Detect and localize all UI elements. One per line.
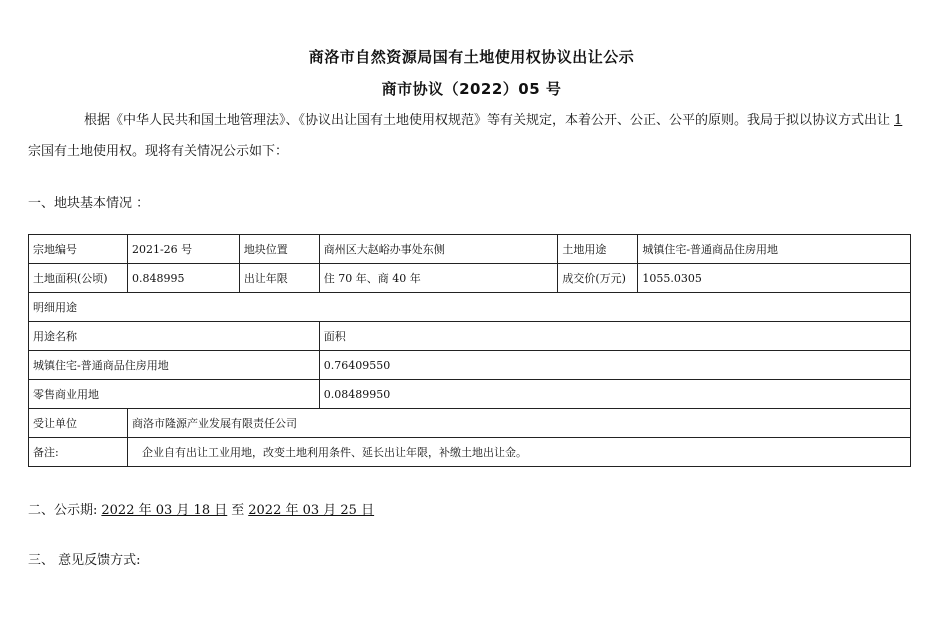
table-row bbox=[29, 438, 911, 467]
remark-label: 备注: bbox=[29, 438, 128, 467]
usage-area: 0.76409550 bbox=[319, 351, 910, 380]
land-use-label: 土地用途 bbox=[558, 235, 638, 264]
table-row bbox=[29, 322, 911, 351]
table-row bbox=[29, 264, 911, 293]
usage-name: 城镇住宅-普通商品住房用地 bbox=[29, 351, 320, 380]
intro-text-part1: 根据《中华人民共和国土地管理法》、《协议出让国有土地使用权规范》等有关规定，本着公开、公正、公平的原则。我局于拟以协议方式出让 bbox=[84, 113, 891, 128]
price-label: 成交价(万元) bbox=[558, 264, 638, 293]
table-row bbox=[29, 409, 911, 438]
usage-name: 零售商业用地 bbox=[29, 380, 320, 409]
publicity-period bbox=[28, 499, 378, 518]
area-value: 0.848995 bbox=[127, 264, 239, 293]
land-use-value: 城镇住宅-普通商品住房用地 bbox=[638, 235, 911, 264]
table-row bbox=[29, 235, 911, 264]
intro-text-part2: 宗国有土地使用权。现将有关情况公示如下： bbox=[28, 144, 289, 159]
table-row bbox=[29, 293, 911, 322]
grantee-value: 商洛市隆源产业发展有限责任公司 bbox=[127, 409, 910, 438]
detail-usage-heading: 明细用途 bbox=[29, 293, 911, 322]
date-separator: 至 bbox=[231, 503, 245, 518]
notice-title: 商洛市自然资源局国有土地使用权协议出让公示 bbox=[308, 48, 635, 66]
parcel-id-label: 宗地编号 bbox=[29, 235, 128, 264]
document-number: 商市协议（2022）05 号 bbox=[381, 80, 562, 98]
usage-name-header: 用途名称 bbox=[29, 322, 320, 351]
usage-area-header: 面积 bbox=[319, 322, 910, 351]
parcel-count: 1 bbox=[894, 113, 903, 128]
area-label: 土地面积(公顷) bbox=[29, 264, 128, 293]
table-row bbox=[29, 351, 911, 380]
price-value: 1055.0305 bbox=[638, 264, 911, 293]
grantee-label: 受让单位 bbox=[29, 409, 128, 438]
table-row bbox=[29, 380, 911, 409]
feedback-heading: 三、 意见反馈方式: bbox=[28, 553, 141, 568]
parcel-info-table bbox=[28, 234, 911, 467]
usage-area: 0.08489950 bbox=[319, 380, 910, 409]
remark-value: 企业自有出让工业用地，改变土地利用条件、延长出让年限，补缴土地出让金。 bbox=[127, 438, 910, 467]
term-label: 出让年限 bbox=[239, 264, 319, 293]
location-value: 商州区大赵峪办事处东侧 bbox=[319, 235, 558, 264]
section-basic-info-heading: 一、地块基本情况 ： bbox=[28, 196, 150, 211]
publicity-period-label: 二、公示期: bbox=[28, 503, 98, 518]
term-value: 住 70 年、商 40 年 bbox=[319, 264, 558, 293]
location-label: 地块位置 bbox=[239, 235, 319, 264]
parcel-id-value: 2021-26 号 bbox=[127, 235, 239, 264]
intro-paragraph bbox=[28, 105, 914, 167]
publicity-end-date: 2022 年 03 月 25 日 bbox=[248, 503, 375, 518]
publicity-start-date: 2022 年 03 月 18 日 bbox=[101, 503, 228, 518]
